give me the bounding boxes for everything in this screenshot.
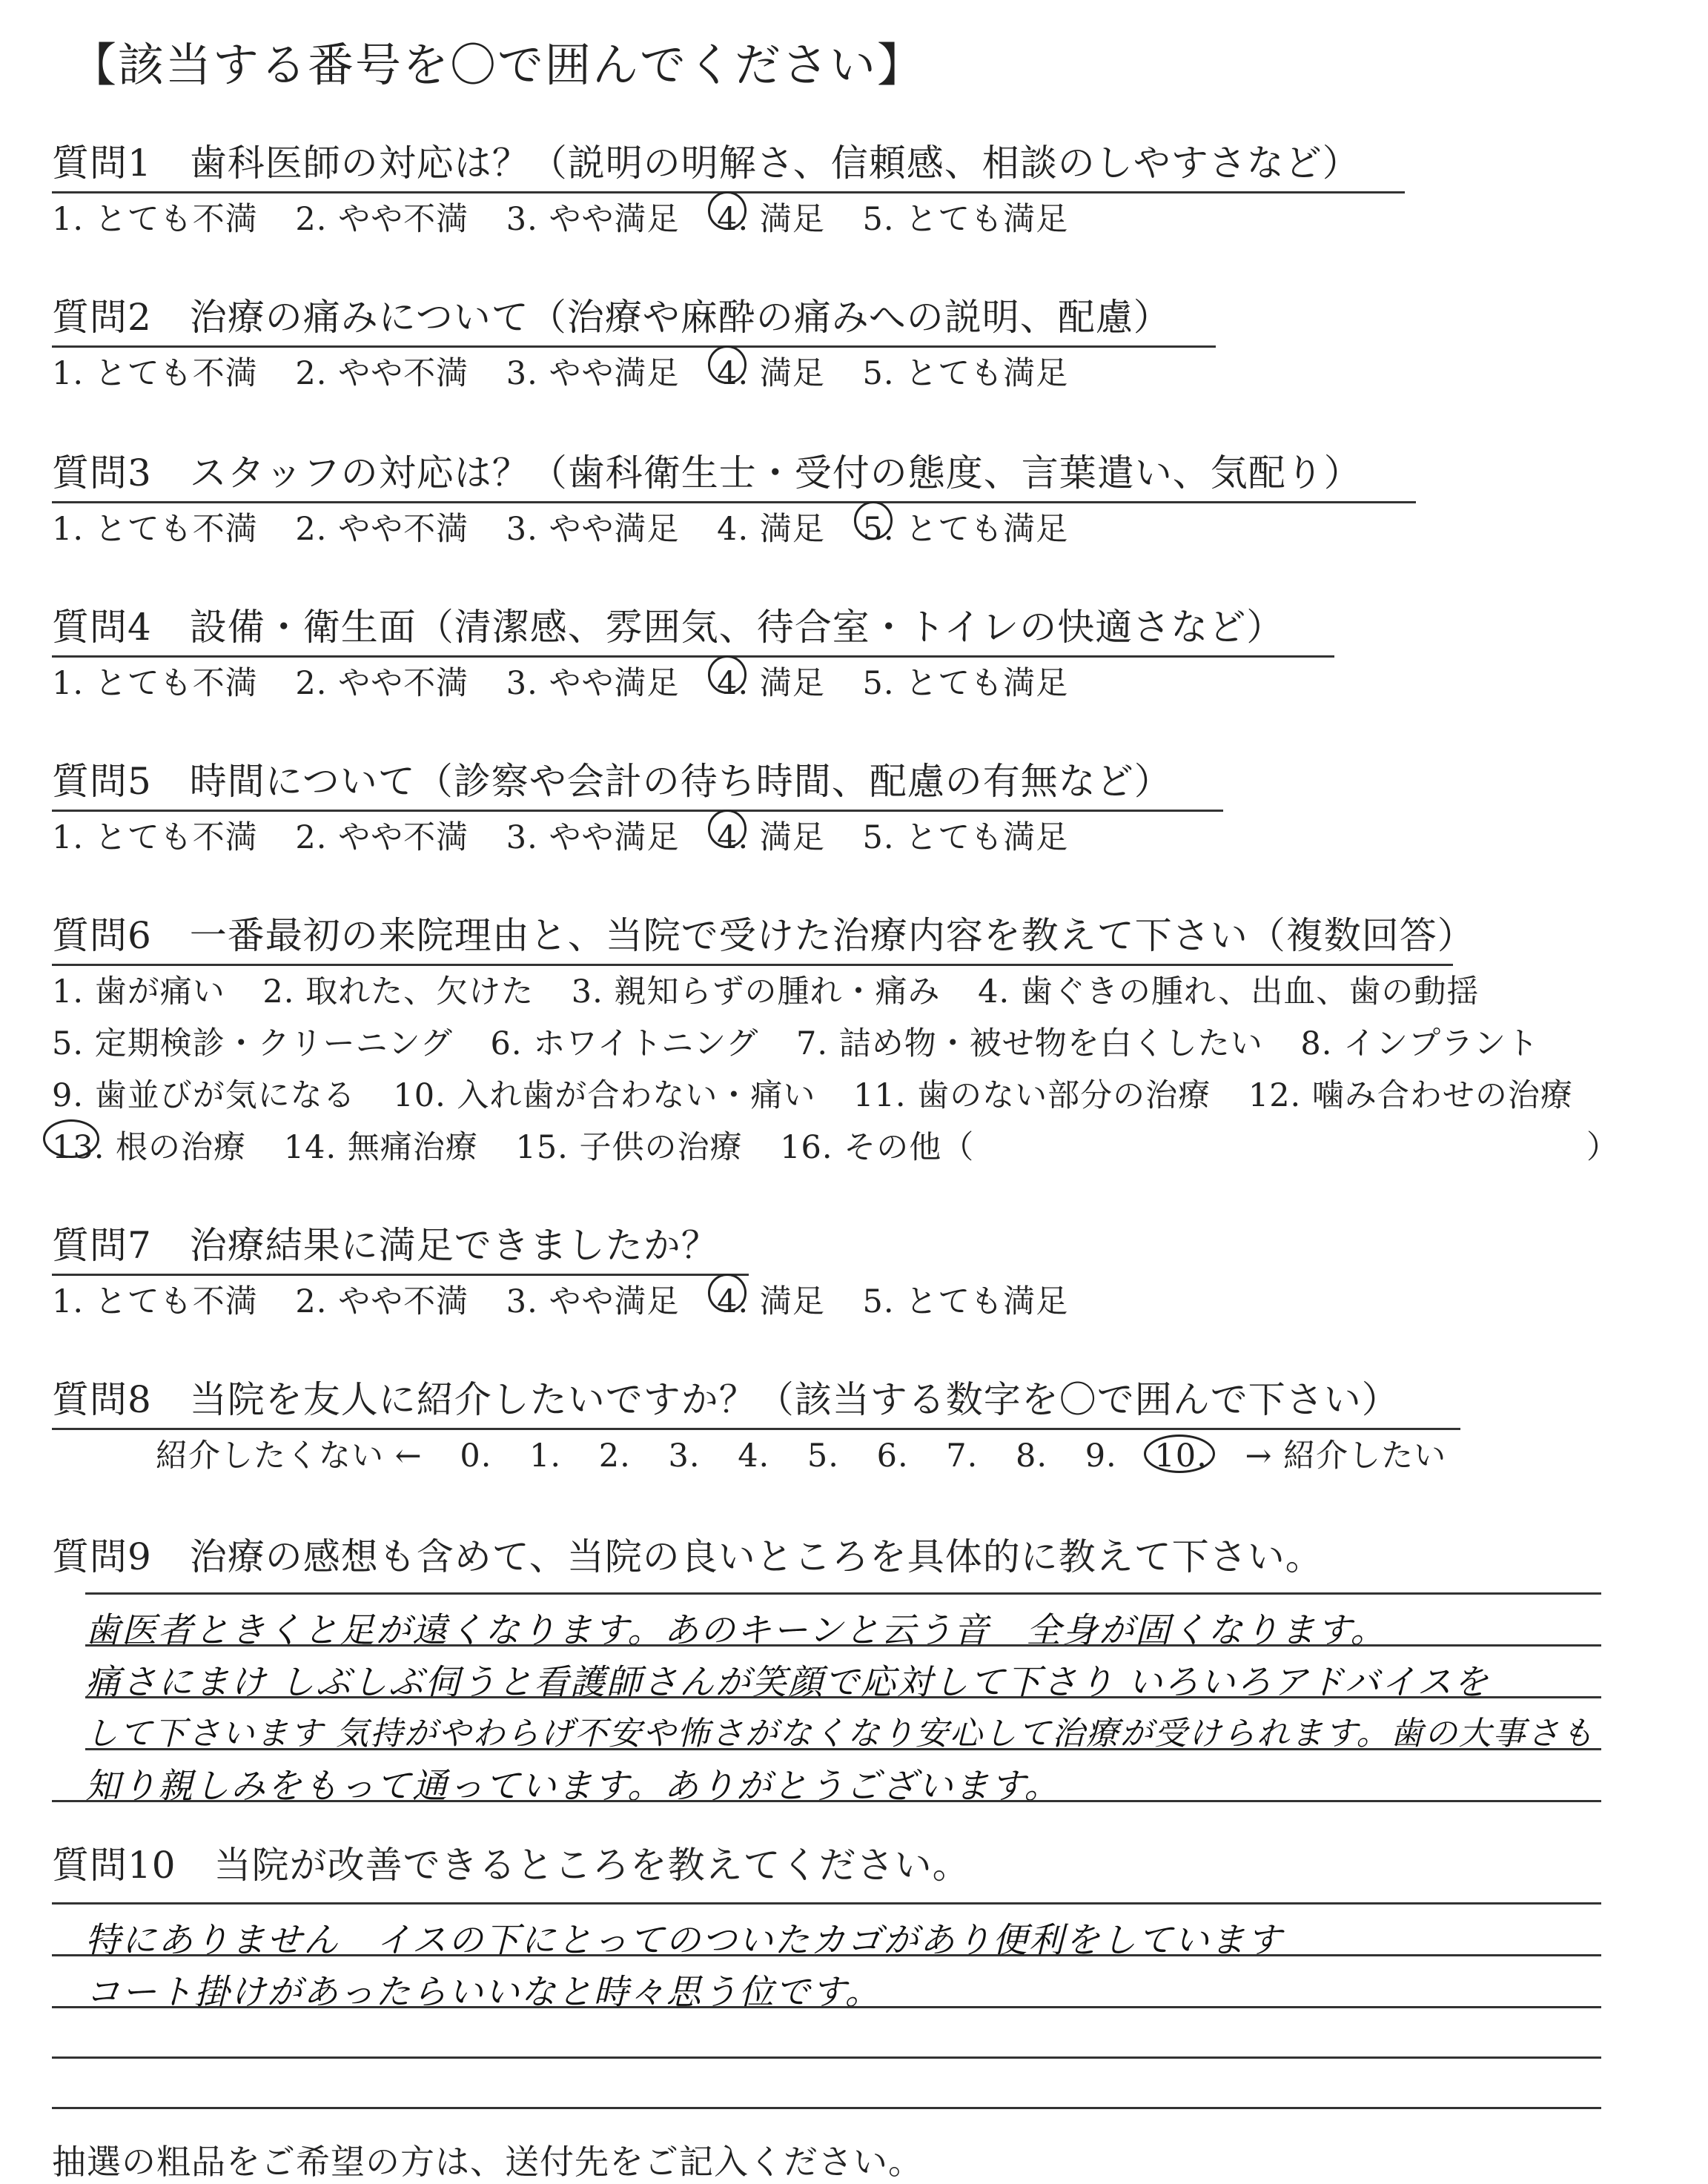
handwritten-answer-line[interactable]: 歯医者ときくと足が遠くなります。あのキーンと云う音 全身が固くなります。	[85, 1610, 1387, 1651]
question-6-row-3	[52, 1071, 1600, 1116]
option[interactable]: 5. とても満足	[862, 1283, 1069, 1320]
option[interactable]: 5. とても満足	[862, 819, 1069, 856]
option[interactable]: 2. 取れた、欠けた	[262, 973, 534, 1010]
circle-mark	[708, 810, 747, 848]
option[interactable]: 1. とても不満	[52, 1283, 258, 1320]
option-circled[interactable]: 4. 満足	[717, 348, 825, 394]
answer-line	[52, 1800, 1601, 1802]
answer-line	[85, 1748, 1601, 1750]
question-3-options	[52, 504, 1095, 549]
option[interactable]: 3. やや満足	[506, 201, 680, 238]
scale-value[interactable]: 2.	[598, 1437, 631, 1475]
option[interactable]: 2. やや不満	[295, 665, 469, 702]
option[interactable]: 15. 子供の治療	[515, 1129, 743, 1166]
option[interactable]: 5. 定期検診・クリーニング	[52, 1025, 453, 1062]
question-6-row-4	[52, 1122, 1001, 1168]
scale-left-label: 紹介したくない ←	[156, 1437, 423, 1475]
handwritten-answer-line[interactable]: して下さいます 気持がやわらげ不安や怖さがなくなり安心して治療が受けられます。歯の大事さも	[85, 1715, 1595, 1753]
question-2-heading: 質問2 治療の痛みについて（治療や麻酔の痛みへの説明、配慮）	[52, 288, 1216, 348]
option[interactable]: 9. 歯並びが気になる	[52, 1077, 356, 1114]
option[interactable]: 7. 詰め物・被せ物を白くしたい	[796, 1025, 1263, 1062]
handwritten-answer-line[interactable]: 特にありません イスの下にとってのついたカゴがあり便利をしています	[85, 1920, 1283, 1961]
question-4-options	[52, 658, 1095, 704]
option-circled[interactable]: 4. 満足	[717, 658, 825, 704]
question-6-heading: 質問6 一番最初の来院理由と、当院で受けた治療内容を教えて下さい（複数回答）	[52, 906, 1453, 966]
option[interactable]: 1. とても不満	[52, 511, 258, 548]
footer-note: 抽選の粗品をご希望の方は、送付先をご記入ください。	[52, 2142, 923, 2182]
answer-line	[52, 2107, 1601, 2109]
option-circled[interactable]: 4. 満足	[717, 1277, 825, 1322]
option[interactable]: 3. やや満足	[506, 511, 680, 548]
option[interactable]: 3. やや満足	[506, 1283, 680, 1320]
option[interactable]: 1. 歯が痛い	[52, 973, 225, 1010]
option[interactable]: 5. とても満足	[862, 355, 1069, 392]
option-circled[interactable]: 5. とても満足	[863, 504, 1069, 549]
question-10-heading: 質問10 当院が改善できるところを教えてください。	[52, 1844, 970, 1887]
scale-value[interactable]: 1.	[529, 1437, 562, 1475]
question-7-heading: 質問7 治療結果に満足できましたか？	[52, 1216, 749, 1276]
option-other[interactable]: 16. その他（	[780, 1129, 975, 1166]
question-7-options	[52, 1277, 1095, 1322]
circle-mark	[708, 345, 747, 384]
scale-value[interactable]: 8.	[1016, 1437, 1048, 1475]
answer-line	[85, 1696, 1601, 1698]
option[interactable]: 4. 満足	[717, 511, 825, 548]
option-circled[interactable]: 13. 根の治療	[52, 1122, 246, 1168]
question-3-heading: 質問3 スタッフの対応は？（歯科衛生士・受付の態度、言葉遣い、気配り）	[52, 443, 1416, 503]
option[interactable]: 5. とても満足	[862, 201, 1069, 238]
question-6-row-1	[52, 967, 1506, 1012]
option[interactable]: 12. 噛み合わせの治療	[1248, 1077, 1573, 1114]
scale-value[interactable]: 0.	[460, 1437, 492, 1475]
handwritten-answer-line[interactable]: コート掛けがあったらいいなと時々思う位です。	[85, 1972, 881, 2013]
scale-value[interactable]: 6.	[876, 1437, 909, 1475]
scale-value-circled[interactable]: 10.	[1154, 1437, 1207, 1475]
scale-value[interactable]: 9.	[1085, 1437, 1117, 1475]
option[interactable]: 2. やや不満	[295, 819, 469, 856]
option-circled[interactable]: 4. 満足	[717, 194, 825, 239]
circle-mark	[708, 1274, 747, 1312]
scale-value[interactable]: 3.	[668, 1437, 701, 1475]
other-close-paren: ）	[1586, 1129, 1619, 1166]
scale-right-label: → 紹介したい	[1245, 1437, 1447, 1475]
option[interactable]: 5. とても満足	[862, 665, 1069, 702]
option-circled[interactable]: 4. 満足	[717, 813, 825, 858]
option[interactable]: 2. やや不満	[295, 355, 469, 392]
answer-line	[85, 1644, 1601, 1647]
question-2-options	[52, 348, 1095, 394]
answer-line	[85, 1592, 1601, 1595]
question-1-options	[52, 194, 1095, 239]
answer-line	[52, 1902, 1601, 1905]
circle-mark	[854, 501, 893, 540]
question-5-heading: 質問5 時間について（診察や会計の待ち時間、配慮の有無など）	[52, 752, 1223, 812]
option[interactable]: 8. インプラント	[1300, 1025, 1540, 1062]
option[interactable]: 1. とても不満	[52, 665, 258, 702]
option[interactable]: 1. とても不満	[52, 201, 258, 238]
question-1-heading: 質問1 歯科医師の対応は？（説明の明解さ、信頼感、相談のしやすさなど）	[52, 133, 1405, 193]
answer-line	[52, 2056, 1601, 2059]
circle-mark	[43, 1119, 99, 1158]
circle-mark	[1144, 1435, 1215, 1473]
handwritten-answer-line[interactable]: 知り親しみをもって通っています。ありがとうございます。	[85, 1766, 1061, 1807]
option[interactable]: 6. ホワイトニング	[490, 1025, 759, 1062]
question-9-heading: 質問9 治療の感想も含めて、当院の良いところを具体的に教えて下さい。	[52, 1535, 1323, 1578]
scale-value[interactable]: 7.	[946, 1437, 979, 1475]
option[interactable]: 3. 親知らずの腫れ・痛み	[571, 973, 941, 1010]
option[interactable]: 3. やや満足	[506, 665, 680, 702]
option[interactable]: 1. とても不満	[52, 819, 258, 856]
option[interactable]: 2. やや不満	[295, 1283, 469, 1320]
option[interactable]: 1. とても不満	[52, 355, 258, 392]
option[interactable]: 2. やや不満	[295, 201, 469, 238]
option[interactable]: 14. 無痛治療	[283, 1129, 478, 1166]
option[interactable]: 11. 歯のない部分の治療	[853, 1077, 1211, 1114]
handwritten-answer-line[interactable]: 痛さにまけ しぶしぶ伺うと看護師さんが笑顔で応対して下さり いろいろアドバイスを	[85, 1662, 1490, 1703]
question-5-options	[52, 813, 1095, 858]
option[interactable]: 3. やや満足	[506, 355, 680, 392]
circle-mark	[708, 191, 747, 230]
option[interactable]: 10. 入れ歯が合わない・痛い	[393, 1077, 816, 1114]
question-6-row-2	[52, 1019, 1566, 1064]
answer-line	[52, 2006, 1601, 2008]
circle-mark	[708, 655, 747, 694]
question-4-heading: 質問4 設備・衛生面（清潔感、雰囲気、待合室・トイレの快適さなど）	[52, 598, 1334, 658]
option[interactable]: 3. やや満足	[506, 819, 680, 856]
option[interactable]: 2. やや不満	[295, 511, 469, 548]
answer-line	[52, 1954, 1601, 1956]
scale-value[interactable]: 5.	[807, 1437, 839, 1475]
option[interactable]: 4. 歯ぐきの腫れ、出血、歯の動揺	[978, 973, 1480, 1010]
scale-value[interactable]: 4.	[738, 1437, 770, 1475]
page-title: 【該当する番号を〇で囲んでください】	[70, 38, 925, 92]
question-8-scale	[156, 1431, 1473, 1476]
question-8-heading: 質問8 当院を友人に紹介したいですか？（該当する数字を〇で囲んで下さい）	[52, 1370, 1460, 1430]
